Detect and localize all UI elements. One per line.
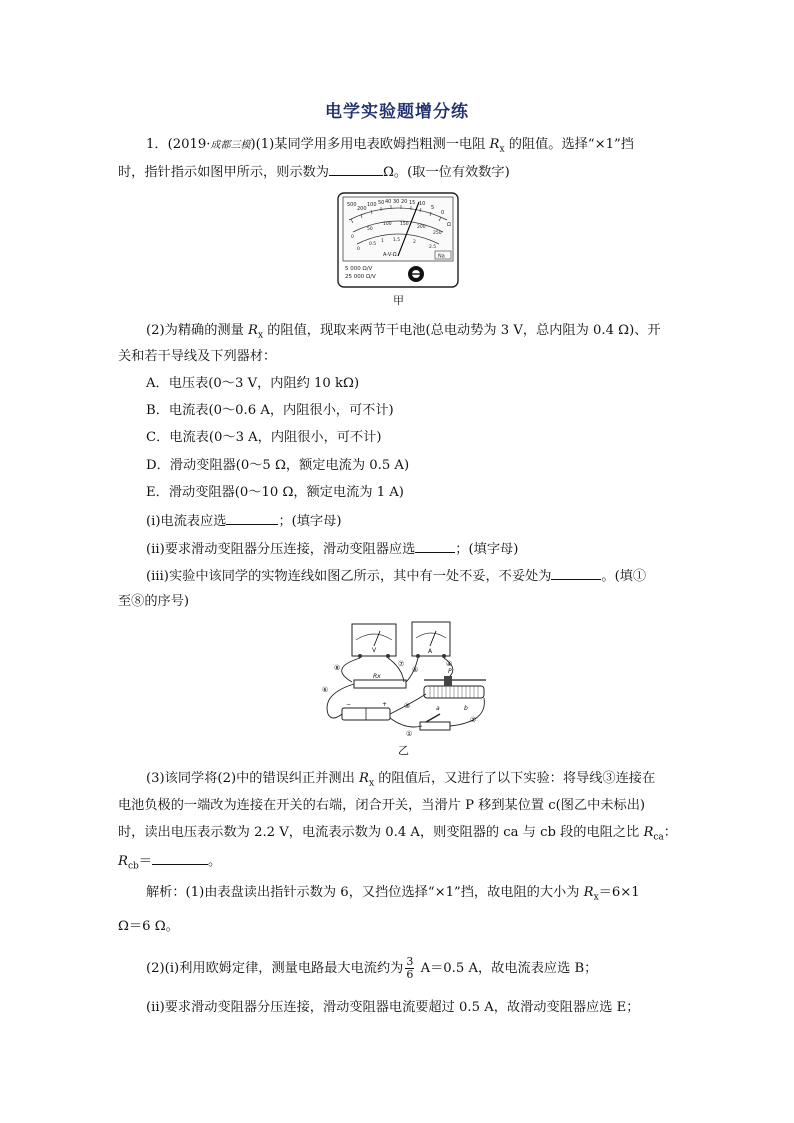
scale-low-2: 1	[381, 239, 384, 244]
fraction-denominator: 6	[406, 968, 414, 981]
resistor-rx	[354, 680, 406, 688]
scale-top-9: 5	[431, 205, 435, 211]
fraction-numerator: 3	[406, 955, 414, 968]
answer-blank-5[interactable]	[152, 851, 208, 865]
scale-mid-3: 150	[400, 222, 409, 227]
scale-top-3: 50	[378, 200, 385, 206]
p2-text-b: 的阻值，现取来两节干电池(总电动势为 3 V，总内阻为 0.4 Ω)、开	[267, 323, 661, 338]
rx-sub-3: x	[368, 778, 375, 789]
slider-label: P	[448, 668, 452, 675]
rx-symbol-4: R	[583, 885, 594, 900]
scale-mid-1: 50	[367, 227, 373, 232]
q1-part3-line3	[118, 824, 677, 847]
q1-source: 成都三模	[210, 140, 251, 151]
q1-part2-line2: 关和若干导线及下列器材：	[118, 349, 277, 364]
multimeter-dial-figure	[337, 192, 459, 288]
scale-low-3: 1.5	[393, 238, 401, 243]
rx-label: Rx	[373, 673, 381, 680]
q1-l2-text: 时，指针指示如图甲所示，则示数为	[118, 165, 329, 180]
q1-number: 1．(2019·	[146, 137, 211, 152]
answer-text-1b: ＝6×1	[598, 885, 640, 900]
q1-l2-unit: Ω。(取一位有效数字)	[383, 165, 510, 180]
figure-jia-caption: 甲	[393, 294, 404, 307]
sub-iii-cont: 至⑧的序号)	[118, 594, 190, 609]
scale-top-1: 200	[357, 206, 367, 212]
num-3: ③	[404, 702, 411, 710]
scale-low-0: 0	[357, 247, 360, 252]
option-a: A．电压表(0～3 V，内阻约 10 kΩ)	[146, 376, 360, 391]
scale-low-5: 2.5	[429, 245, 437, 250]
wire-1	[390, 718, 422, 727]
answer-line3	[146, 956, 597, 981]
fraction-3-6	[405, 956, 414, 981]
num-6: ⑥	[322, 686, 329, 694]
option-b: B．电流表(0～0.6 A，内阻很小，可不计)	[146, 403, 394, 418]
sub-ii	[146, 539, 518, 559]
r-symbol-ca: R	[643, 825, 654, 840]
scale-top-10: 0	[441, 210, 445, 216]
answer-line4: (ⅱ)要求滑动变阻器分压连接，滑动变阻器电流要超过 0.5 A，故滑动变阻器应选 E；	[146, 1000, 640, 1015]
label-acv: A-V-Ω	[383, 252, 397, 258]
answer-text-3b: A＝0.5 A，故电流表应选 B；	[420, 961, 598, 976]
scale-mid-0: 0	[351, 235, 354, 240]
ammeter-label: A	[428, 648, 433, 655]
answer-blank-2[interactable]	[226, 511, 278, 525]
q1-part2-line1	[146, 322, 661, 345]
switch	[420, 722, 450, 730]
p3-text-c: 时，读出电压表示数为 2.2 V，电流表示数为 0.4 A，则变阻器的 ca 与 cb 段的电阻之比	[118, 825, 640, 840]
rx-sub: x	[499, 144, 505, 155]
rx-symbol: R	[489, 137, 500, 152]
spec-line-1: 5 000 Ω/V	[345, 266, 373, 272]
q1-part3-line1	[146, 770, 655, 793]
figure-yi-caption: 乙	[398, 744, 409, 757]
scale-mid-2: 100	[383, 222, 392, 227]
num-2: ②	[470, 716, 477, 724]
rx-sub-2: x	[257, 330, 264, 341]
scale-top-0: 500	[347, 202, 357, 208]
battery-plus: +	[382, 701, 388, 708]
scale-top-5: 30	[393, 199, 400, 205]
terminal-a-label: a	[436, 705, 440, 712]
scale-mid-5: 250	[433, 231, 442, 236]
page-title: 电学实验题增分练	[325, 102, 469, 122]
num-5: ⑤	[412, 666, 419, 674]
answer-blank-1[interactable]	[329, 162, 383, 176]
answer-text-1: 解析：(1)由表盘读出指针示数为 6，又挡位选择“×1”挡，故电阻的大小为	[146, 885, 580, 900]
rx-symbol-2: R	[248, 323, 258, 338]
sub-iii-hint: 。(填①	[601, 569, 647, 584]
p3-text-b: 的阻值后，又进行了以下实验：将导线③连接在	[378, 771, 656, 786]
scale-top-4: 40	[385, 199, 392, 205]
sub-i-hint: ；(填字母)	[278, 514, 342, 529]
scale-top-7: 15	[409, 200, 416, 206]
q1-text-b: 的阻值。选择“×1”挡	[508, 137, 634, 152]
scale-mid-4: 200	[417, 225, 426, 230]
wire-2	[450, 698, 484, 726]
option-d: D．滑动变阻器(0～5 Ω，额定电流为 0.5 A)	[146, 458, 410, 473]
p3-period: 。	[207, 854, 222, 869]
q1-line2	[118, 162, 510, 182]
scale-low-1: 0.5	[369, 242, 377, 247]
r-sub-ca: ca	[653, 832, 664, 843]
p3-text-a: (3)该同学将(2)中的错误纠正并测出	[146, 771, 355, 786]
num-7: ⑦	[398, 660, 405, 668]
num-1: ①	[406, 730, 413, 738]
sub-iii	[146, 566, 646, 586]
circuit-figure	[318, 618, 510, 740]
sub-ii-text: (ⅱ)要求滑动变阻器分压连接，滑动变阻器应选	[146, 542, 416, 557]
rx-sub-4: x	[593, 892, 599, 903]
sub-i-text: (ⅰ)电流表应选	[146, 514, 227, 529]
num-4: ④	[446, 660, 453, 668]
scale-top-2: 100	[367, 202, 377, 208]
r-symbol-cb: R	[118, 854, 128, 869]
scale-unit-ohm: Ω	[447, 222, 451, 228]
q1-line1	[146, 136, 634, 159]
answer-text-3a: (2)(ⅰ)利用欧姆定律，测量电路最大电流约为	[146, 961, 404, 976]
wire-8	[342, 658, 360, 682]
p3-equals: ＝	[138, 854, 152, 869]
q1-text-a: )(1)某同学用多用电表欧姆挡粗测一电阻	[250, 137, 486, 152]
sub-ii-hint: ；(填字母)	[455, 542, 519, 557]
battery-minus: −	[346, 701, 352, 708]
answer-blank-3[interactable]	[415, 539, 455, 553]
q1-part3-line2: 电池负极的一端改为连接在开关的右端，闭合开关，当滑片 P 移到某位置 c(图乙中未标出)	[118, 798, 646, 813]
spec-line-2: 25 000 Ω/V	[345, 274, 376, 280]
answer-line2: Ω＝6 Ω。	[118, 919, 179, 934]
scale-top-6: 20	[401, 199, 408, 205]
sub-iii-text: (ⅲ)实验中该同学的实物连线如图乙所示，其中有一处不妥，不妥处为	[146, 569, 552, 584]
slider-p	[444, 676, 452, 686]
sub-i	[146, 511, 342, 531]
answer-line1	[146, 884, 640, 907]
voltmeter-label: V	[372, 647, 377, 654]
num-8: ⑧	[334, 664, 341, 672]
terminal-b-label: b	[464, 705, 468, 712]
label-na: Na	[438, 253, 445, 260]
p2-text-a: (2)为精确的测量	[146, 323, 244, 338]
answer-blank-4[interactable]	[551, 566, 601, 580]
scale-low-4: 2	[413, 240, 416, 245]
option-e: E．滑动变阻器(0～10 Ω，额定电流为 1 A)	[146, 485, 404, 500]
scale-top-8: 10	[419, 201, 426, 207]
q1-part3-line4	[118, 851, 221, 876]
option-c: C．电流表(0～3 A，内阻很小，可不计)	[146, 430, 382, 445]
rx-symbol-3: R	[359, 771, 369, 786]
r-sub-cb: cb	[127, 861, 139, 872]
p3-colon: ：	[663, 825, 677, 840]
